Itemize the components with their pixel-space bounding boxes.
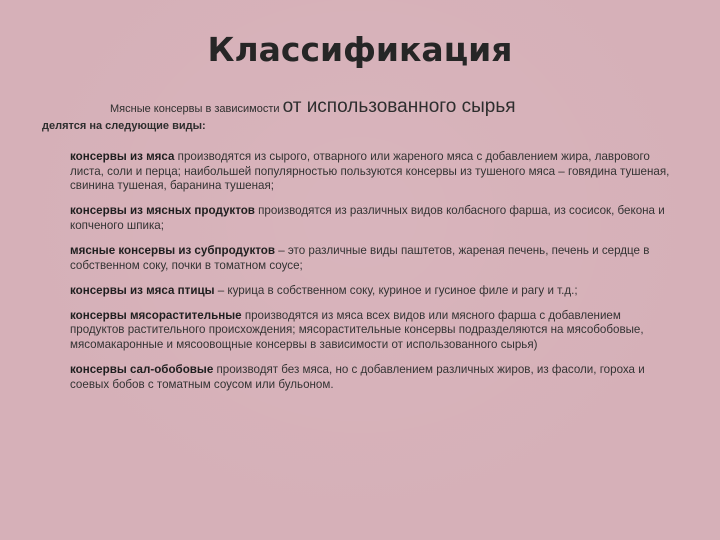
list-item — [70, 204, 676, 233]
item-term: мясные консервы из субпродуктов — [70, 243, 275, 257]
intro-line-1 — [110, 96, 710, 118]
item-term: консервы из мяса — [70, 150, 175, 163]
list-item — [70, 309, 676, 353]
intro-line-2: делятся на следующие виды: — [42, 120, 206, 132]
item-text: – это различные виды паштетов, жареная печень, печень и сердце в собственном соку, почки в томатном соусе; — [70, 243, 650, 272]
item-term: консервы мясорастительные — [70, 308, 242, 322]
item-term: консервы сал-обобовые — [70, 363, 214, 377]
item-text: производят без мяса, но с добавлением различных жиров, из фасоли, гороха и соевых бобов с томатным соусом или бульоном. — [70, 363, 645, 391]
list-item — [70, 244, 676, 273]
item-term: консервы из мясных продуктов — [70, 204, 255, 218]
list-item — [70, 284, 676, 299]
item-text: производятся из различных видов колбасного фарша, из сосисок, бекона и копченого шпика; — [70, 204, 665, 232]
category-list — [70, 150, 676, 403]
list-item — [70, 150, 676, 194]
list-item — [70, 363, 676, 392]
item-text: – курица в собственном соку, куриное и гусиное филе и рагу и т.д.; — [214, 283, 578, 297]
item-text: производятся из сырого, отварного или жареного мяса с добавлением жира, лаврового листа, соли и перца; наибольшей популярностью пользуются консервы из тушеного мяса – говядина тушеная, свинина тушеная, баранина тушеная; — [70, 150, 670, 193]
item-text: производятся из мяса всех видов или мясного фарша с добавлением продуктов растительного происхождения; мясорастительные консервы подразделяются на мясобобовые, мясомакаронные и мясоовощные консервы в зависимости от использованного сырья) — [70, 308, 644, 351]
intro-emphasis: от использованного сырья — [282, 96, 516, 117]
slide-title: Классификация — [207, 30, 513, 69]
item-term: консервы из мяса птицы — [70, 283, 215, 297]
intro-text: Мясные консервы в зависимости — [110, 103, 283, 115]
